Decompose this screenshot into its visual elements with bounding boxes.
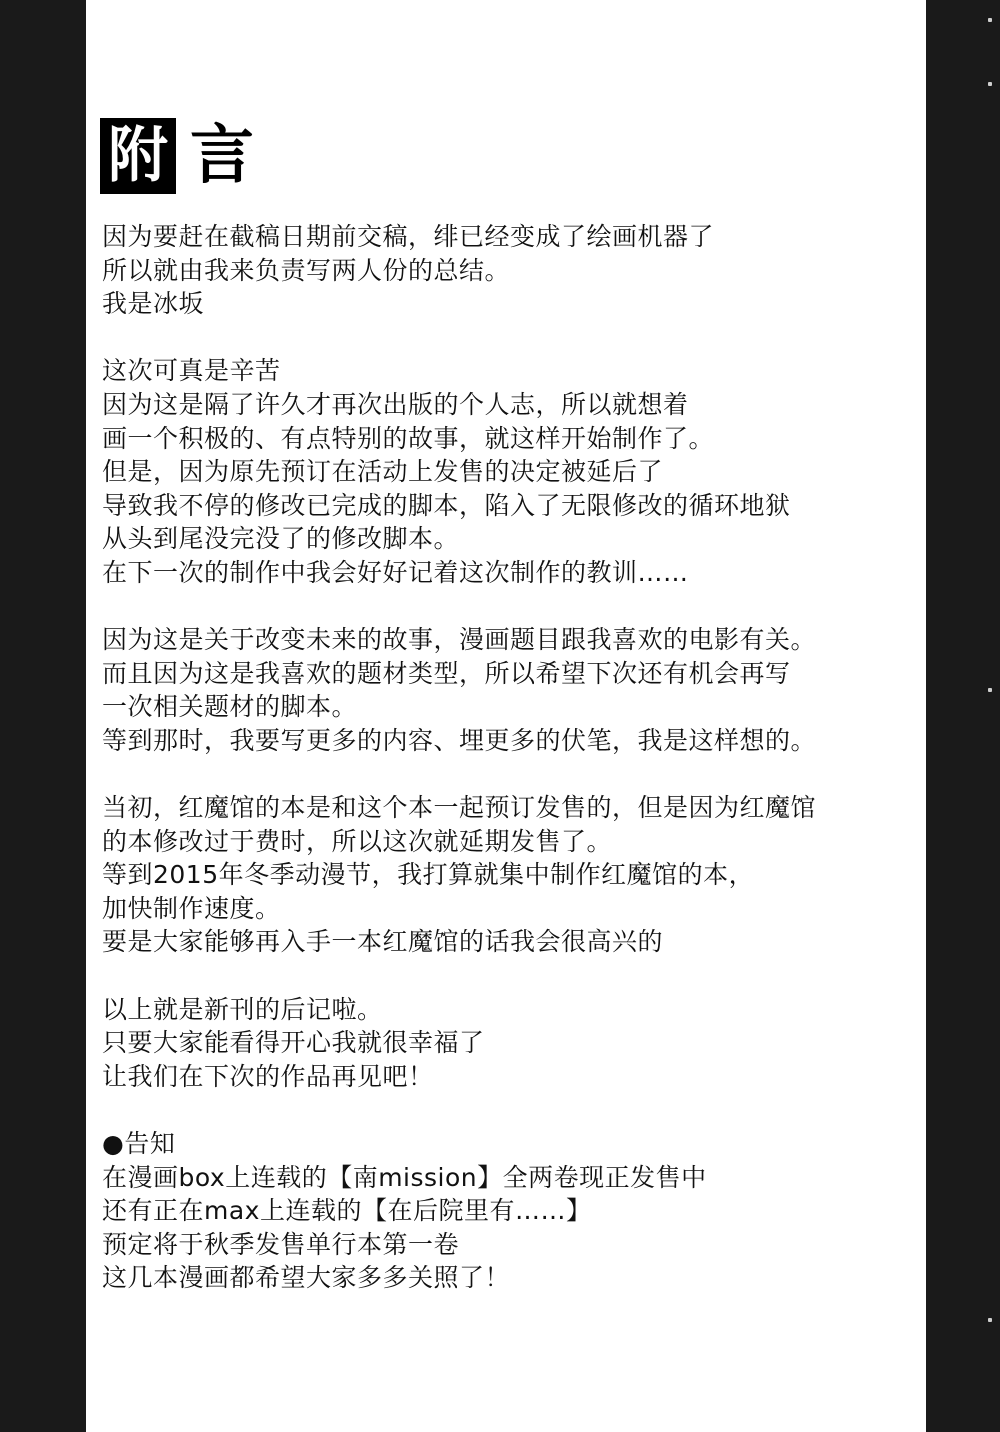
text-line: 让我们在下次的作品再见吧！ xyxy=(102,1061,434,1091)
scan-speck xyxy=(988,688,992,692)
text-line: 等到那时，我要写更多的内容、埋更多的伏笔，我是这样想的。 xyxy=(102,725,817,755)
text-line: 预定将于秋季发售单行本第一卷 xyxy=(102,1229,460,1259)
text-line: 加快制作速度。 xyxy=(102,893,281,923)
paragraph-story xyxy=(102,623,902,757)
paragraph-deadline xyxy=(102,220,902,321)
text-line: 等到2015年冬季动漫节，我打算就集中制作红魔馆的本， xyxy=(102,860,755,890)
text-line: 还有正在max上连载的【在后院里有……】 xyxy=(102,1196,592,1226)
manga-page xyxy=(86,0,926,1432)
text-line: 只要大家能看得开心我就很幸福了 xyxy=(102,1028,485,1058)
heading-plain-char: 言 xyxy=(190,119,254,193)
paragraph-hardship xyxy=(102,354,902,589)
paragraph-notice xyxy=(102,1127,902,1295)
heading-boxed-char: 附 xyxy=(100,118,176,194)
scan-speck xyxy=(988,82,992,86)
paragraph-closing xyxy=(102,993,902,1094)
text-line: 的本修改过于费时，所以这次就延期发售了。 xyxy=(102,826,613,856)
text-line: 画一个积极的、有点特别的故事，就这样开始制作了。 xyxy=(102,423,715,453)
afterword-body xyxy=(102,220,902,1329)
text-line: 但是，因为原先预订在活动上发售的决定被延后了 xyxy=(102,457,664,487)
text-line: 一次相关题材的脚本。 xyxy=(102,692,358,722)
text-line: 我是冰坂 xyxy=(102,289,205,319)
notice-title: ●告知 xyxy=(102,1129,176,1159)
scan-speck xyxy=(988,18,992,22)
text-line: 导致我不停的修改已完成的脚本，陷入了无限修改的循环地狱 xyxy=(102,490,791,520)
text-line: 这次可真是辛苦 xyxy=(102,356,281,386)
text-line: 而且因为这是我喜欢的题材类型，所以希望下次还有机会再写 xyxy=(102,658,791,688)
text-line: 从头到尾没完没了的修改脚本。 xyxy=(102,524,460,554)
text-line: 以上就是新刊的后记啦。 xyxy=(102,994,383,1024)
text-line: 在下一次的制作中我会好好记着这次制作的教训…… xyxy=(102,557,689,587)
text-line: 所以就由我来负责写两人份的总结。 xyxy=(102,255,511,285)
scan-speck xyxy=(988,1318,992,1322)
afterword-heading xyxy=(100,118,254,194)
text-line: 这几本漫画都希望大家多多关照了！ xyxy=(102,1263,511,1293)
text-line: 因为这是隔了许久才再次出版的个人志，所以就想着 xyxy=(102,389,689,419)
text-line: 当初，红魔馆的本是和这个本一起预订发售的，但是因为红魔馆 xyxy=(102,793,817,823)
paragraph-scarlet-mansion xyxy=(102,791,902,959)
text-line: 在漫画box上连载的【南mission】全两卷现正发售中 xyxy=(102,1162,707,1192)
text-line: 要是大家能够再入手一本红魔馆的话我会很高兴的 xyxy=(102,927,664,957)
text-line: 因为这是关于改变未来的故事，漫画题目跟我喜欢的电影有关。 xyxy=(102,625,817,655)
text-line: 因为要赶在截稿日期前交稿，绯已经变成了绘画机器了 xyxy=(102,222,715,251)
